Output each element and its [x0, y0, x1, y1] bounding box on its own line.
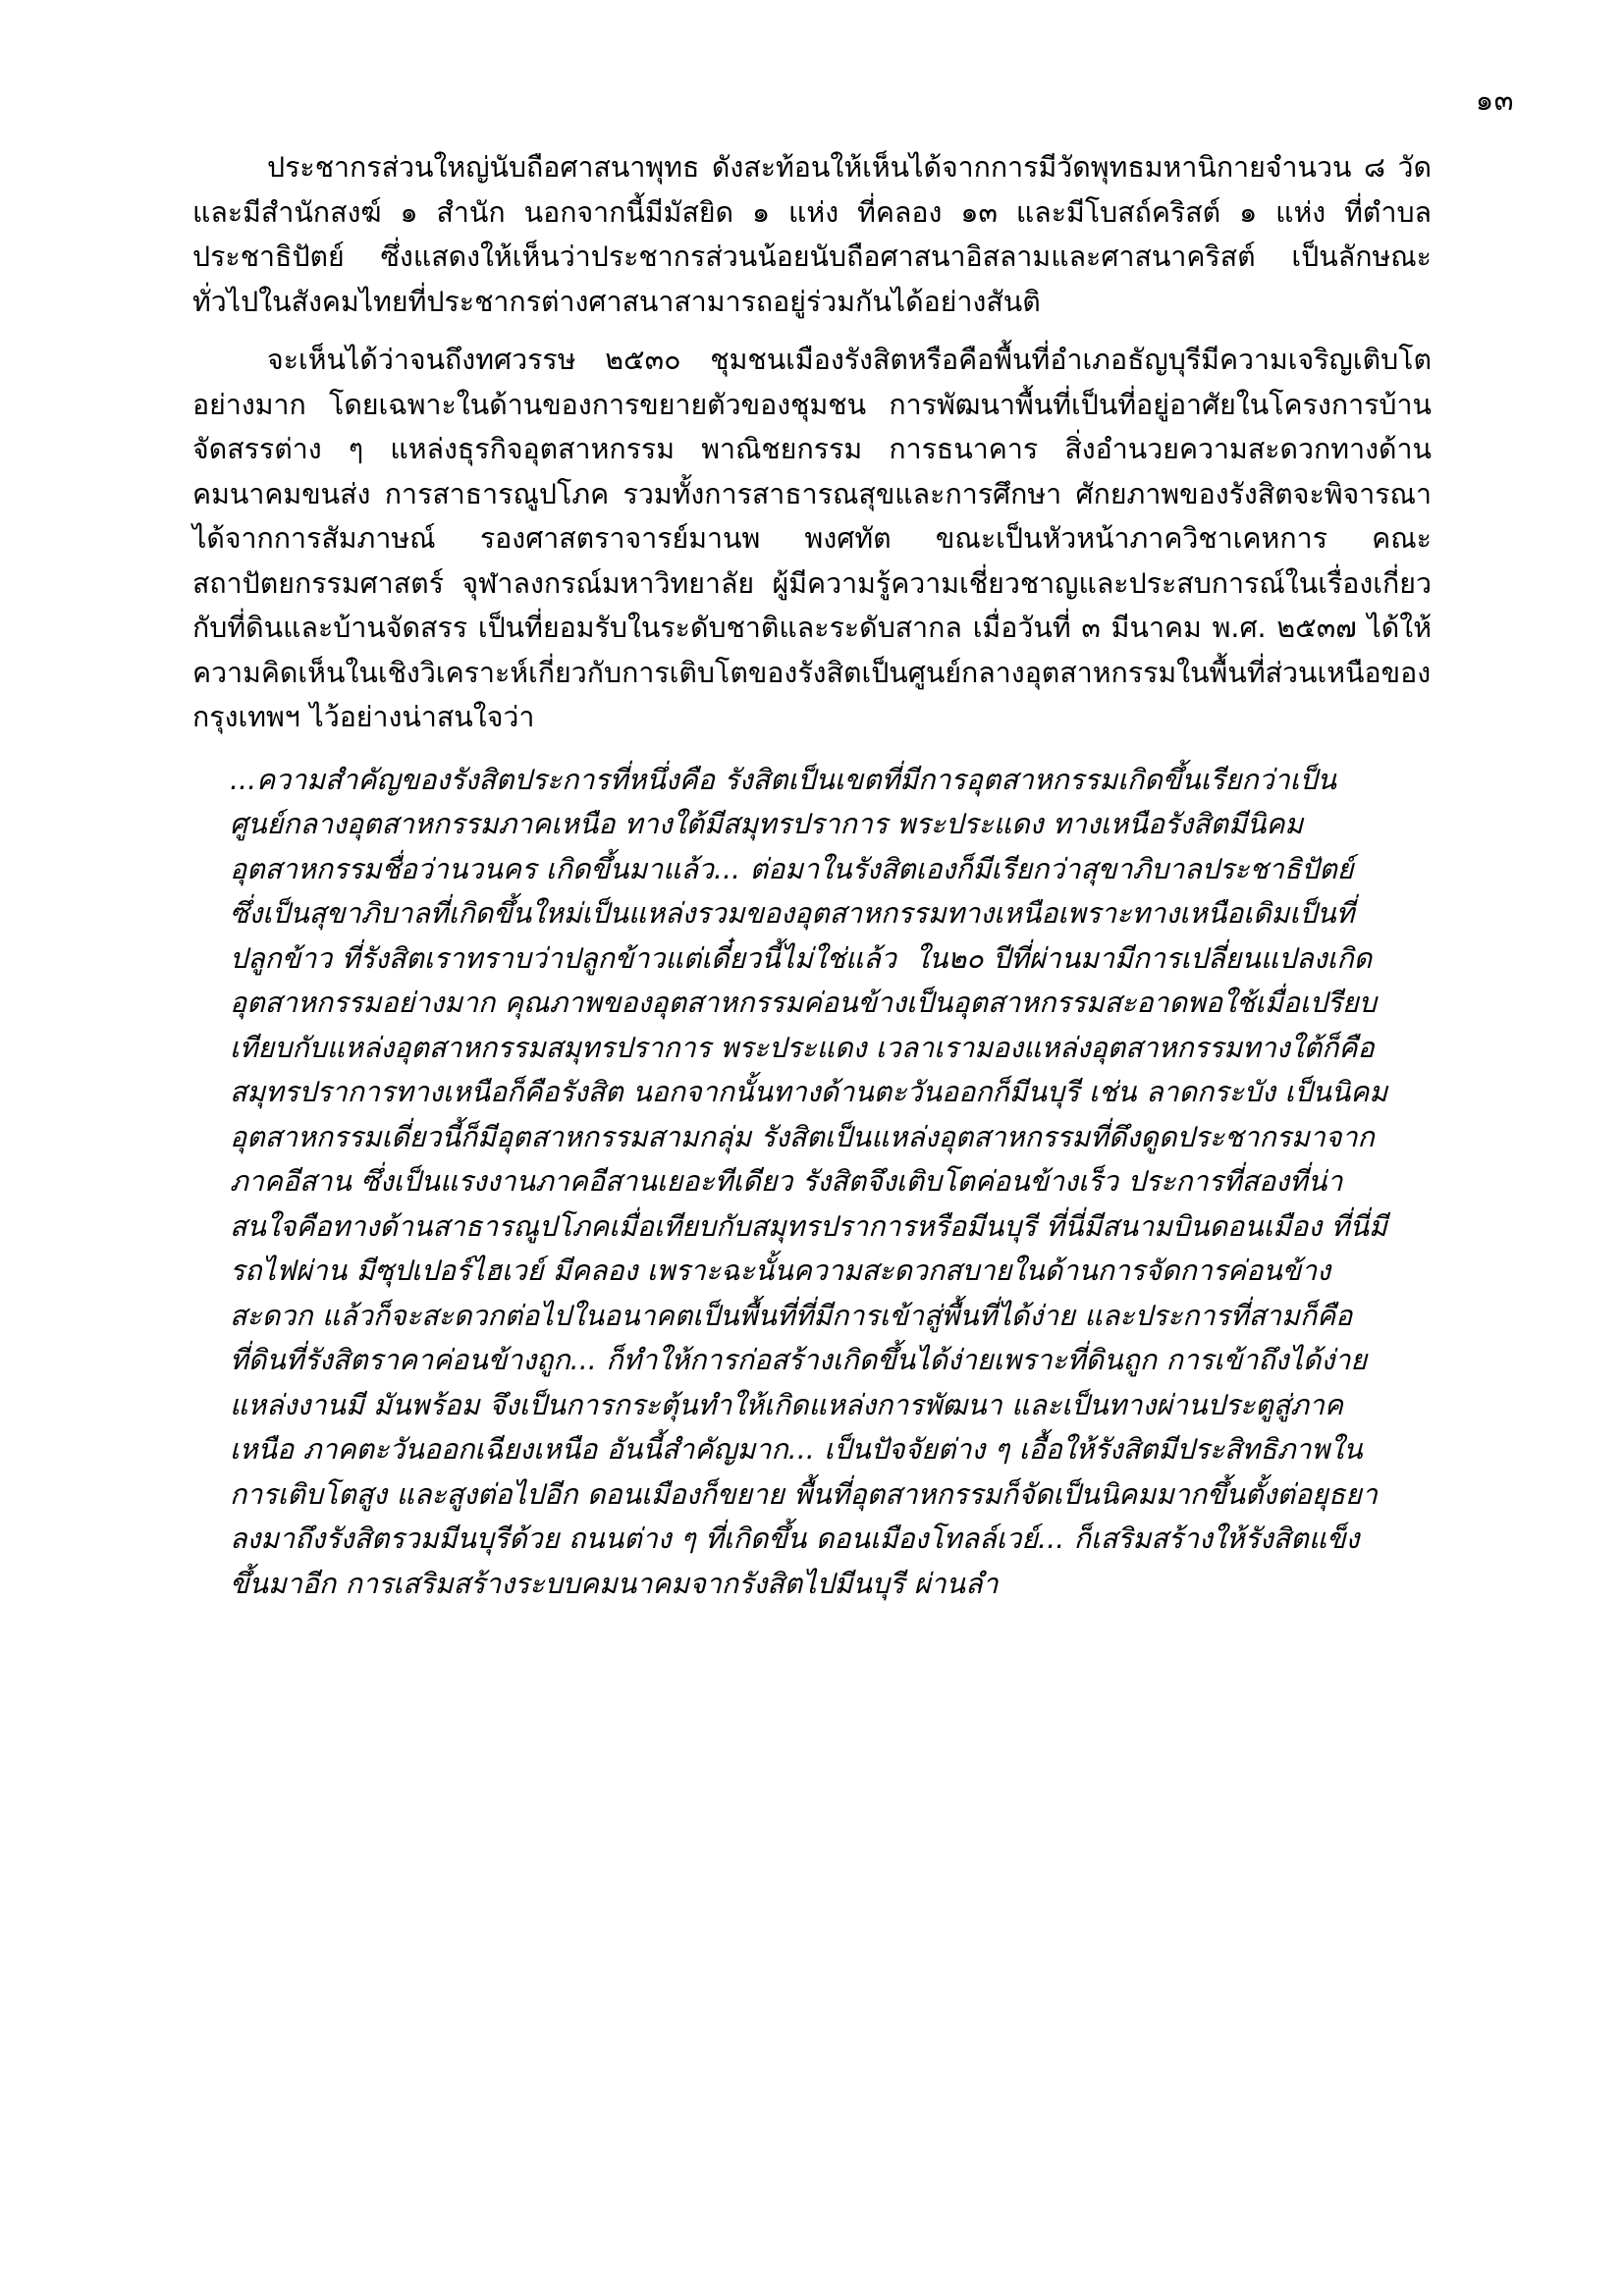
body-paragraph-1: ประชากรส่วนใหญ่นับถือศาสนาพุทธ ดังสะท้อนให้เห็นได้จากการมีวัดพุทธมหานิกายจำนวน ๘ วัด และมีสำนักสงฆ์ ๑ สำนัก นอกจากนี้มีมัสยิด ๑ แห่ง ที่คลอง ๑๓ และมีโบสถ์คริสต์ ๑ แห่ง ที่ตำบลประชาธิปัตย์ ซึ่งแสดงให้เห็นว่าประชากรส่วนน้อยนับถือศาสนาอิสลามและศาสนาคริสต์ เป็นลักษณะทั่วไปในสังคมไทยที่ประชากรต่างศาสนาสามารถอยู่ร่วมกันได้อย่างสันติ	[192, 151, 1432, 318]
quotation-block	[192, 758, 1394, 1607]
body-paragraph-2: จะเห็นได้ว่าจนถึงทศวรรษ ๒๕๓๐ ชุมชนเมืองรังสิตหรือคือพื้นที่อำเภอธัญบุรีมีความเจริญเติบโตอย่างมาก โดยเฉพาะในด้านของการขยายตัวของชุมชน การพัฒนาพื้นที่เป็นที่อยู่อาศัยในโครงการบ้านจัดสรรต่าง ๆ แหล่งธุรกิจอุตสาหกรรม พาณิชยกรรม การธนาคาร สิ่งอำนวยความสะดวกทางด้านคมนาคมขนส่ง การสาธารณูปโภค รวมทั้งการสาธารณสุขและการศึกษา ศักยภาพของรังสิตจะพิจารณาได้จากการสัมภาษณ์ รองศาสตราจารย์มานพ พงศทัต ขณะเป็นหัวหน้าภาควิชาเคหการ คณะสถาปัตยกรรมศาสตร์ จุฬาลงกรณ์มหาวิทยาลัย ผู้มีความรู้ความเชี่ยวชาญและประสบการณ์ในเรื่องเกี่ยวกับที่ดินและบ้านจัดสรร เป็นที่ยอมรับในระดับชาติและระดับสากล เมื่อวันที่ ๓ มีนาคม พ.ศ. ๒๕๓๗ ได้ให้ความคิดเห็นในเชิงวิเคราะห์เกี่ยวกับการเติบโตของรังสิตเป็นศูนย์กลางอุตสาหกรรมในพื้นที่ส่วนเหนือของกรุงเทพฯ ไว้อย่างน่าสนใจว่า	[192, 344, 1432, 733]
quotation-text: ...ความสำคัญของรังสิตประการที่หนึ่งคือ รังสิตเป็นเขตที่มีการอุตสาหกรรมเกิดขึ้นเรียกว่าเป็นศูนย์กลางอุตสาหกรรมภาคเหนือ ทางใต้มีสมุทรปราการ พระประแดง ทางเหนือรังสิตมีนิคมอุตสาหกรรมชื่อว่านวนคร เกิดขึ้นมาแล้ว... ต่อมาในรังสิตเองก็มีเรียกว่าสุขาภิบาลประชาธิปัตย์ ซึ่งเป็นสุขาภิบาลที่เกิดขึ้นใหม่เป็นแหล่งรวมของอุตสาหกรรมทางเหนือเพราะทางเหนือเดิมเป็นที่ปลูกข้าว ที่รังสิตเราทราบว่าปลูกข้าวแต่เดี๋ยวนี้ไม่ใช่แล้ว ใน๒๐ ปีที่ผ่านมามีการเปลี่ยนแปลงเกิดอุตสาหกรรมอย่างมาก คุณภาพของอุตสาหกรรมค่อนข้างเป็นอุตสาหกรรมสะอาดพอใช้เมื่อเปรียบเทียบกับแหล่งอุตสาหกรรมสมุทรปราการ พระประแดง เวลาเรามองแหล่งอุตสาหกรรมทางใต้ก็คือสมุทรปราการทางเหนือก็คือรังสิต นอกจากนั้นทางด้านตะวันออกก็มีนบุรี เช่น ลาดกระบัง เป็นนิคมอุตสาหกรรมเดี่ยวนี้ก็มีอุตสาหกรรมสามกลุ่ม รังสิตเป็นแหล่งอุตสาหกรรมที่ดึงดูดประชากรมาจากภาคอีสาน ซึ่งเป็นแรงงานภาคอีสานเยอะทีเดียว รังสิตจึงเติบโตค่อนข้างเร็ว ประการที่สองที่น่าสนใจคือทางด้านสาธารณูปโภคเมื่อเทียบกับสมุทรปราการหรือมีนบุรี ที่นี่มีสนามบินดอนเมือง ที่นี่มีรถไฟผ่าน มีซุปเปอร์ไฮเวย์ มีคลอง เพราะฉะนั้นความสะดวกสบายในด้านการจัดการค่อนข้างสะดวก แล้วก็จะสะดวกต่อไปในอนาคตเป็นพื้นที่ที่มีการเข้าสู่พื้นที่ได้ง่าย และประการที่สามก็คือที่ดินที่รังสิตราคาค่อนข้างถูก... ก็ทำให้การก่อสร้างเกิดขึ้นได้ง่ายเพราะที่ดินถูก การเข้าถึงได้ง่าย แหล่งงานมี มันพร้อม จึงเป็นการกระตุ้นทำให้เกิดแหล่งการพัฒนา และเป็นทางผ่านประตูสู่ภาคเหนือ ภาคตะวันออกเฉียงเหนือ อันนี้สำคัญมาก... เป็นปัจจัยต่าง ๆ เอื้อให้รังสิตมีประสิทธิภาพในการเติบโตสูง และสูงต่อไปอีก ดอนเมืองก็ขยาย พื้นที่อุตสาหกรรมก็จัดเป็นนิคมมากขึ้นตั้งต่อยุธยาลงมาถึงรังสิตรวมมีนบุรีด้วย ถนนต่าง ๆ ที่เกิดขึ้น ดอนเมืองโทลล์เวย์... ก็เสริมสร้างให้รังสิตแข็งขึ้นมาอีก การเสริมสร้างระบบคมนาคมจากรังสิตไปมีนบุรี ผ่านลำ	[230, 763, 1388, 1600]
page-content	[192, 145, 1432, 1606]
page-number: ๑๓	[1475, 83, 1514, 117]
